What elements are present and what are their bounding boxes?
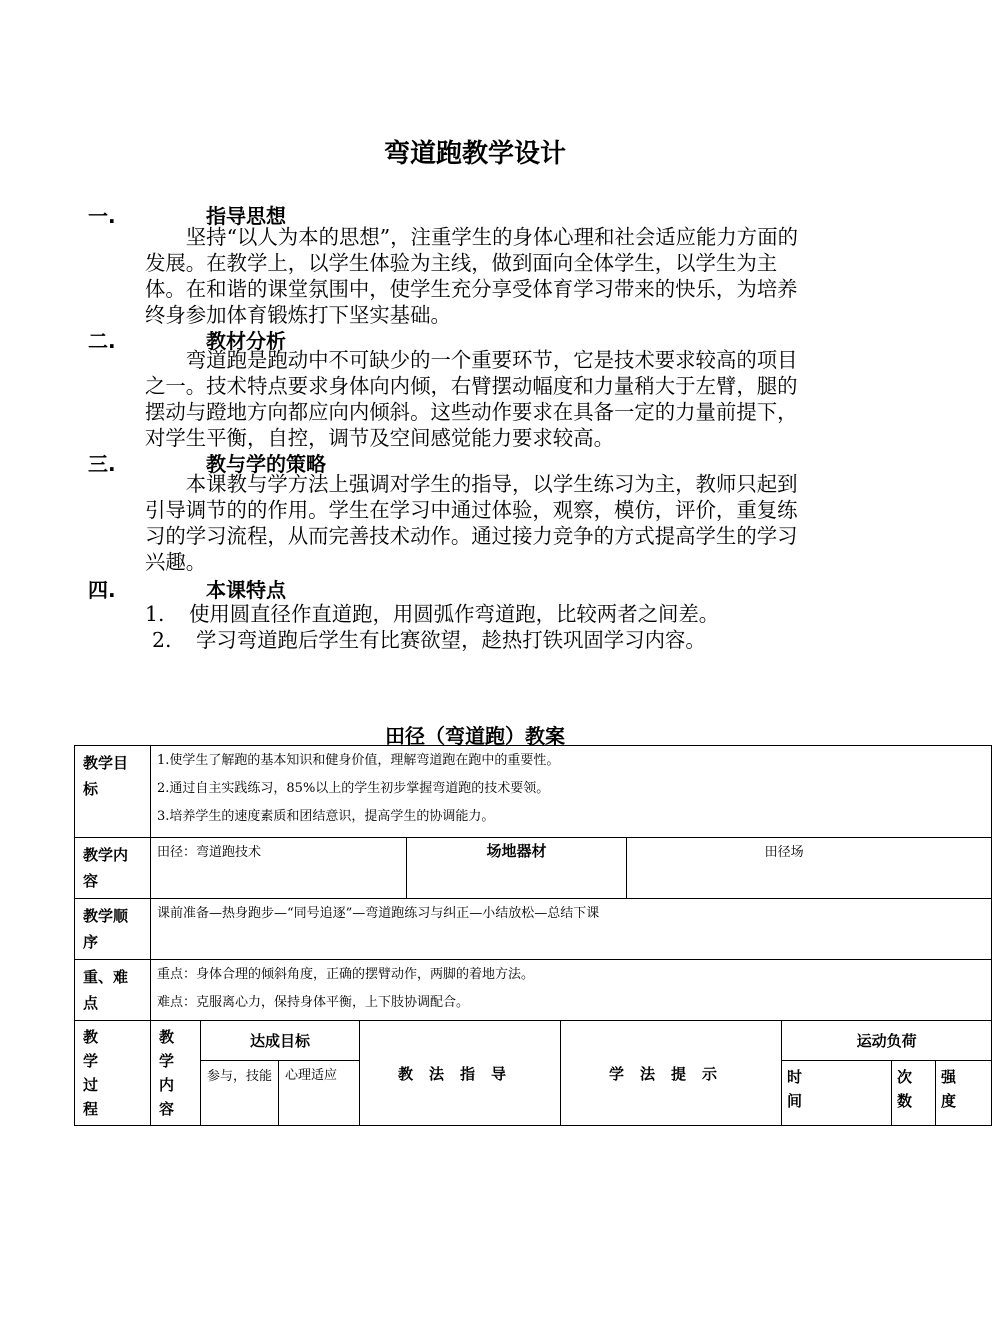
- process-content-label-text: 教学内容: [159, 1028, 175, 1118]
- section-number: 二.: [88, 329, 116, 353]
- target-sub1: 参与，技能: [201, 1061, 279, 1126]
- section-number: 一.: [88, 204, 116, 228]
- section-body-2: 弯道跑是跑动中不可缺少的一个重要环节，它是技术要求较高的项目之一。技术特点要求身体向内倾，右臂摆动幅度和力量稍大于左臂，腿的摆动与蹬地方向都应向内倾斜。这些动作要求在具备一定的力量前提下，对学生平衡，自控，调节及空间感觉能力要求较高。: [145, 348, 798, 450]
- process-content-label: [151, 1021, 201, 1126]
- feature-number: 2.: [152, 628, 172, 652]
- lesson-plan-title: 田径（弯道跑）教案: [385, 724, 565, 748]
- load-count: [892, 1061, 936, 1126]
- content-label: 教学内容: [75, 838, 151, 899]
- order-row: [75, 899, 992, 960]
- load-time: [782, 1061, 892, 1126]
- section-title: 教与学的策略: [206, 452, 326, 476]
- goal-item-3: 3.培养学生的速度素质和团结意识，提高学生的协调能力。: [157, 809, 495, 824]
- venue-value: 田径场: [627, 838, 992, 899]
- process-label-text: 教学过程: [83, 1028, 99, 1118]
- learn-method-label: 学法提示: [561, 1021, 782, 1126]
- order-value: 课前准备—热身跑步—“同号追逐”—弯道跑练习与纠正—小结放松—总结下课: [151, 899, 992, 960]
- target-label: 达成目标: [201, 1021, 360, 1061]
- feature-item-2: [152, 624, 706, 653]
- feature-item-1: [145, 598, 719, 627]
- content-row: [75, 838, 992, 899]
- key-points-row: [75, 960, 992, 1021]
- feature-text: 学习弯道跑后学生有比赛欲望，趁热打铁巩固学习内容。: [196, 628, 706, 652]
- teach-method-label: 教法指导: [360, 1021, 561, 1126]
- section-title: 指导思想: [206, 204, 286, 228]
- goal-label: 教学目标: [75, 746, 151, 838]
- section-body-1: 坚持“以人为本的思想”，注重学生的身体心理和社会适应能力方面的发展。在教学上，以学生体验为主线，做到面向全体学生，以学生为主体。在和谐的课堂氛围中，使学生充分享受体育学习带来的快乐，为培养终身参加体育锻炼打下坚实基础。: [145, 225, 798, 327]
- key-point: 重点：身体合理的倾斜角度，正确的摆臂动作，两脚的着地方法。: [157, 967, 535, 982]
- process-header-row-1: [75, 1021, 992, 1061]
- goal-item-1: 1.使学生了解跑的基本知识和健身价值，理解弯道跑在跑中的重要性。: [157, 753, 560, 768]
- feature-text: 使用圆直径作直道跑，用圆弧作弯道跑，比较两者之间差。: [189, 602, 720, 626]
- load-intensity-text: 强度: [941, 1068, 957, 1111]
- load-time-text: 时间: [787, 1068, 803, 1111]
- key-points-cell: [151, 960, 992, 1021]
- goal-item-2: 2.通过自主实践练习，85%以上的学生初步掌握弯道跑的技术要领。: [157, 781, 550, 796]
- section-number: 四.: [88, 578, 116, 602]
- process-label: [75, 1021, 151, 1126]
- lesson-plan-table: [74, 745, 992, 1126]
- goals-cell: [151, 746, 992, 838]
- key-label: 重、难点: [75, 960, 151, 1021]
- goals-row: [75, 746, 992, 838]
- feature-number: 1.: [145, 602, 165, 626]
- load-intensity: [936, 1061, 992, 1126]
- order-label: 教学顺序: [75, 899, 151, 960]
- venue-label: 场地器材: [407, 838, 627, 899]
- load-count-text: 次数: [897, 1068, 913, 1111]
- load-label: 运动负荷: [782, 1021, 992, 1061]
- section-title: 教材分析: [206, 329, 286, 353]
- document-title: 弯道跑教学设计: [383, 139, 566, 169]
- section-title: 本课特点: [206, 578, 286, 602]
- target-sub2: 心理适应: [279, 1061, 360, 1126]
- section-number: 三.: [88, 452, 116, 476]
- difficult-point: 难点：克服离心力，保持身体平衡，上下肢协调配合。: [157, 995, 470, 1010]
- content-value: 田径：弯道跑技术: [151, 838, 407, 899]
- section-body-3: 本课教与学方法上强调对学生的指导，以学生练习为主，教师只起到引导调节的的作用。学生在学习中通过体验，观察，模仿，评价，重复练习的学习流程，从而完善技术动作。通过接力竞争的方式提高学生的学习兴趣。: [145, 472, 798, 574]
